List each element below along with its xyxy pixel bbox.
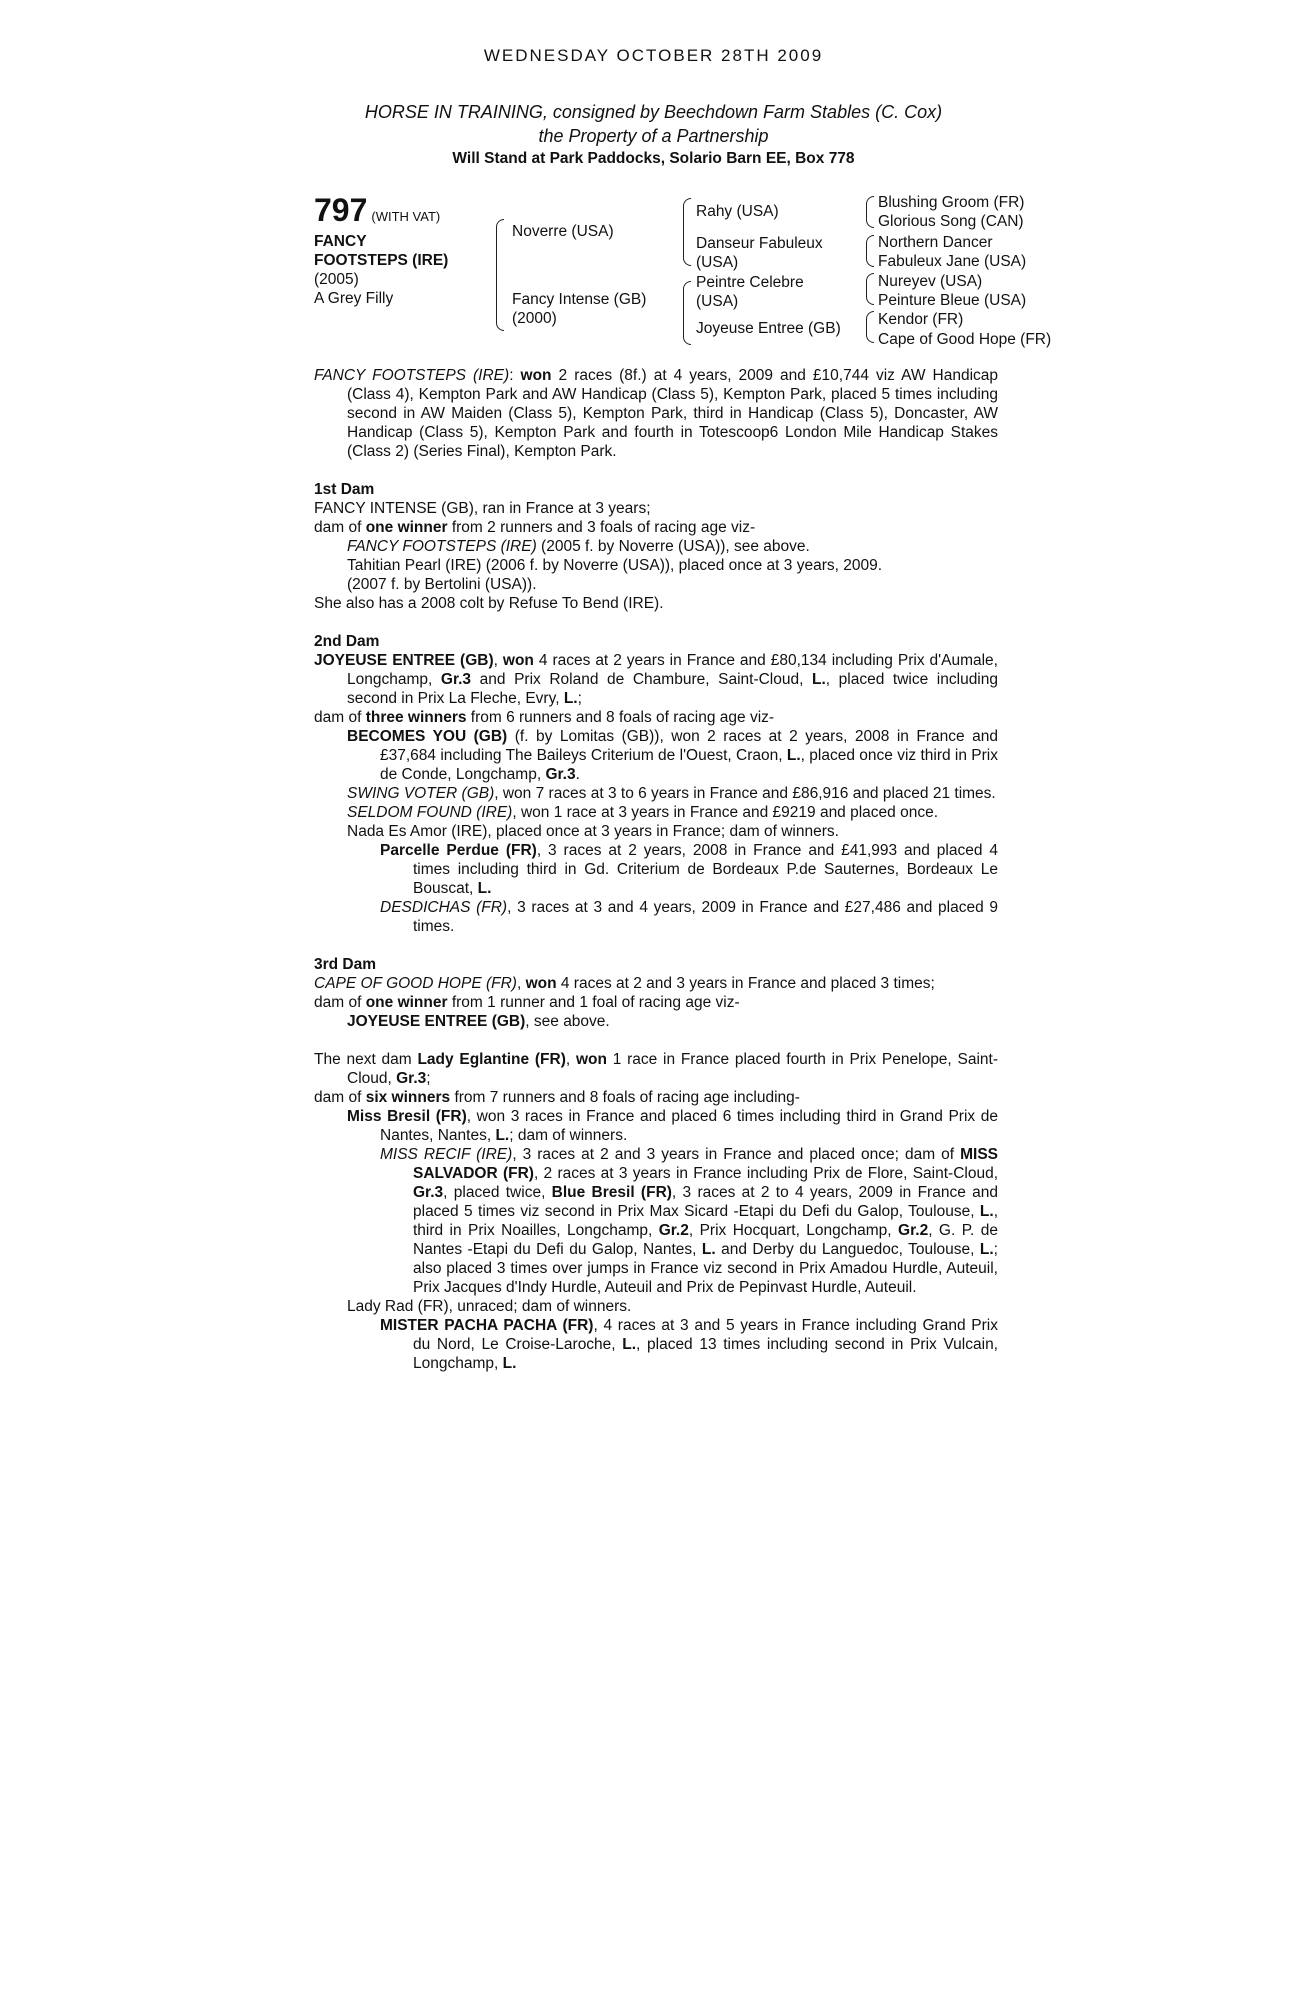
first-dam-progeny-1: FANCY FOOTSTEPS (IRE) (2005 f. by Noverre (USA)), see above.	[347, 538, 810, 555]
first-dam-also: She also has a 2008 colt by Refuse To Bend (IRE).	[314, 595, 664, 612]
vat-note: (WITH VAT)	[371, 209, 441, 224]
ped-sd: Danseur Fabuleux	[696, 235, 823, 252]
catalogue-text	[314, 366, 998, 1373]
third-dam-progeny: JOYEUSE ENTREE (GB), see above.	[347, 1013, 610, 1030]
first-dam-heading: 1st Dam	[314, 481, 375, 498]
pedigree-brace-dam	[683, 281, 691, 345]
pedigree-brace-gen1	[496, 219, 504, 331]
ped-dd: Joyeuse Entree (GB)	[696, 320, 841, 337]
pedigree-brace-sd	[866, 235, 874, 267]
ped-ss: Rahy (USA)	[696, 203, 779, 220]
first-dam-progeny-3: (2007 f. by Bertolini (USA)).	[347, 576, 537, 593]
pedigree-brace-ds	[866, 273, 874, 305]
next-dam-record: The next dam Lady Eglantine (FR), won 1 race in France placed fourth in Prix Penelope, Saint-Cloud, Gr.3;	[314, 1051, 998, 1087]
lot-number: 797	[314, 192, 368, 228]
first-dam-produce: dam of one winner from 2 runners and 3 foals of racing age viz-	[314, 519, 756, 536]
ped-dsd: Peinture Bleue (USA)	[878, 292, 1027, 309]
second-dam-produce: dam of three winners from 6 runners and 8 foals of racing age viz-	[314, 709, 775, 726]
sale-date: WEDNESDAY OCTOBER 28TH 2009	[483, 46, 824, 65]
third-dam-produce: dam of one winner from 1 runner and 1 foal of racing age viz-	[314, 994, 740, 1011]
ped-dam-year: (2000)	[512, 310, 557, 327]
lot-number-block	[314, 192, 440, 229]
ped-ds: Peintre Celebre	[696, 274, 804, 291]
ped-dds: Kendor (FR)	[878, 311, 964, 328]
seldom-found: SELDOM FOUND (IRE), won 1 race at 3 years in France and £9219 and placed once.	[347, 804, 939, 821]
stand-location: Will Stand at Park Paddocks, Solario Barn EE, Box 778	[452, 150, 855, 167]
ped-sire: Noverre (USA)	[512, 223, 614, 240]
mister-pacha-pacha: MISTER PACHA PACHA (FR), 4 races at 3 and 5 years in France including Grand Prix du Nord, Le Croise-Laroche, L., placed 13 times including second in Prix Vulcain, Longchamp, L.	[380, 1317, 998, 1372]
property-line: the Property of a Partnership	[538, 126, 769, 146]
miss-bresil: Miss Bresil (FR), won 3 races in France and placed 6 times including third in Grand Prix de Nantes, Nantes, L.; dam of winners.	[347, 1108, 999, 1144]
pedigree-brace-ss	[866, 196, 874, 228]
ped-ssd: Glorious Song (CAN)	[878, 213, 1024, 230]
horse-year: (2005)	[314, 271, 359, 288]
ped-dam: Fancy Intense (GB)	[512, 291, 647, 308]
third-dam-record: CAPE OF GOOD HOPE (FR), won 4 races at 2 and 3 years in France and placed 3 times;	[314, 975, 935, 992]
horse-name-line1: FANCY	[314, 233, 367, 250]
consignment-heading: HORSE IN TRAINING, consigned by Beechdown Farm Stables (C. Cox)	[364, 102, 943, 122]
ped-ddd: Cape of Good Hope (FR)	[878, 331, 1052, 348]
ped-sdd: Fabuleux Jane (USA)	[878, 253, 1027, 270]
horse-name-line2: FOOTSTEPS (IRE)	[314, 252, 449, 269]
ped-sd-2: (USA)	[696, 254, 739, 271]
pedigree-brace-sire	[683, 198, 691, 266]
desdichas: DESDICHAS (FR), 3 races at 3 and 4 years, 2009 in France and £27,486 and placed 9 times.	[380, 899, 998, 935]
ped-sss: Blushing Groom (FR)	[878, 194, 1025, 211]
second-dam-record: JOYEUSE ENTREE (GB), won 4 races at 2 years in France and £80,134 including Prix d'Aumale, Longchamp, Gr.3 and Prix Roland de Chambure, Saint-Cloud, L., placed twice including second in Prix La Fleche, Evry, L.;	[314, 652, 998, 707]
next-dam-produce: dam of six winners from 7 runners and 8 foals of racing age including-	[314, 1089, 800, 1106]
swing-voter: SWING VOTER (GB), won 7 races at 3 to 6 years in France and £86,916 and placed 21 times.	[347, 785, 996, 802]
first-dam-line: FANCY INTENSE (GB), ran in France at 3 years;	[314, 500, 651, 517]
lot-info	[314, 232, 448, 308]
pedigree-brace-dd	[866, 311, 874, 343]
second-dam-heading: 2nd Dam	[314, 633, 380, 650]
parcelle-perdue: Parcelle Perdue (FR), 3 races at 2 years, 2008 in France and £41,993 and placed 4 times including third in Gd. Criterium de Bordeaux P.de Sauternes, Bordeaux Le Bouscat, L.	[380, 842, 998, 897]
third-dam-heading: 3rd Dam	[314, 956, 377, 973]
ped-dss: Nureyev (USA)	[878, 273, 983, 290]
lady-rad: Lady Rad (FR), unraced; dam of winners.	[347, 1298, 632, 1315]
becomes-you: BECOMES YOU (GB) (f. by Lomitas (GB)), won 2 races at 2 years, 2008 in France and £37,684 including The Baileys Criterium de l'Ouest, Craon, L., placed once viz third in Prix de Conde, Longchamp, Gr.3.	[347, 728, 998, 783]
miss-recif: MISS RECIF (IRE), 3 races at 2 and 3 years in France and placed once; dam of MISS SALVADOR (FR), 2 races at 3 years in France including Prix de Flore, Saint-Cloud, Gr.3, placed twice, Blue Bresil (FR), 3 races at 2 to 4 years, 2009 in France and placed 5 times viz second in Prix Max Sicard -Etapi du Defi du Galop, Toulouse, L., third in Prix Noailles, Longchamp, Gr.2, Prix Hocquart, Longchamp, Gr.2, G. P. de Nantes -Etapi du Defi du Galop, Nantes, L. and Derby du Languedoc, Toulouse, L.; also placed 3 times over jumps in France viz second in Prix Amadou Hurdle, Auteuil, Prix Jacques d'Indy Hurdle, Auteuil and Prix de Pepinvast Hurdle, Auteuil.	[380, 1146, 999, 1296]
ped-ds-2: (USA)	[696, 293, 739, 310]
ped-sds: Northern Dancer	[878, 234, 993, 251]
nada-es-amor: Nada Es Amor (IRE), placed once at 3 years in France; dam of winners.	[347, 823, 839, 840]
first-dam-progeny-2: Tahitian Pearl (IRE) (2006 f. by Noverre (USA)), placed once at 3 years, 2009.	[347, 557, 882, 574]
race-record: FANCY FOOTSTEPS (IRE): won 2 races (8f.) at 4 years, 2009 and £10,744 viz AW Handicap (Class 4), Kempton Park and AW Handicap (Class 5), Kempton Park, placed 5 times including second in AW Maiden (Class 5), Kempton Park, third in Handicap (Class 5), Doncaster, AW Handicap (Class 5), Kempton Park and fourth in Totescoop6 London Mile Handicap Stakes (Class 2) (Series Final), Kempton Park.	[314, 367, 998, 460]
horse-description: A Grey Filly	[314, 290, 394, 307]
